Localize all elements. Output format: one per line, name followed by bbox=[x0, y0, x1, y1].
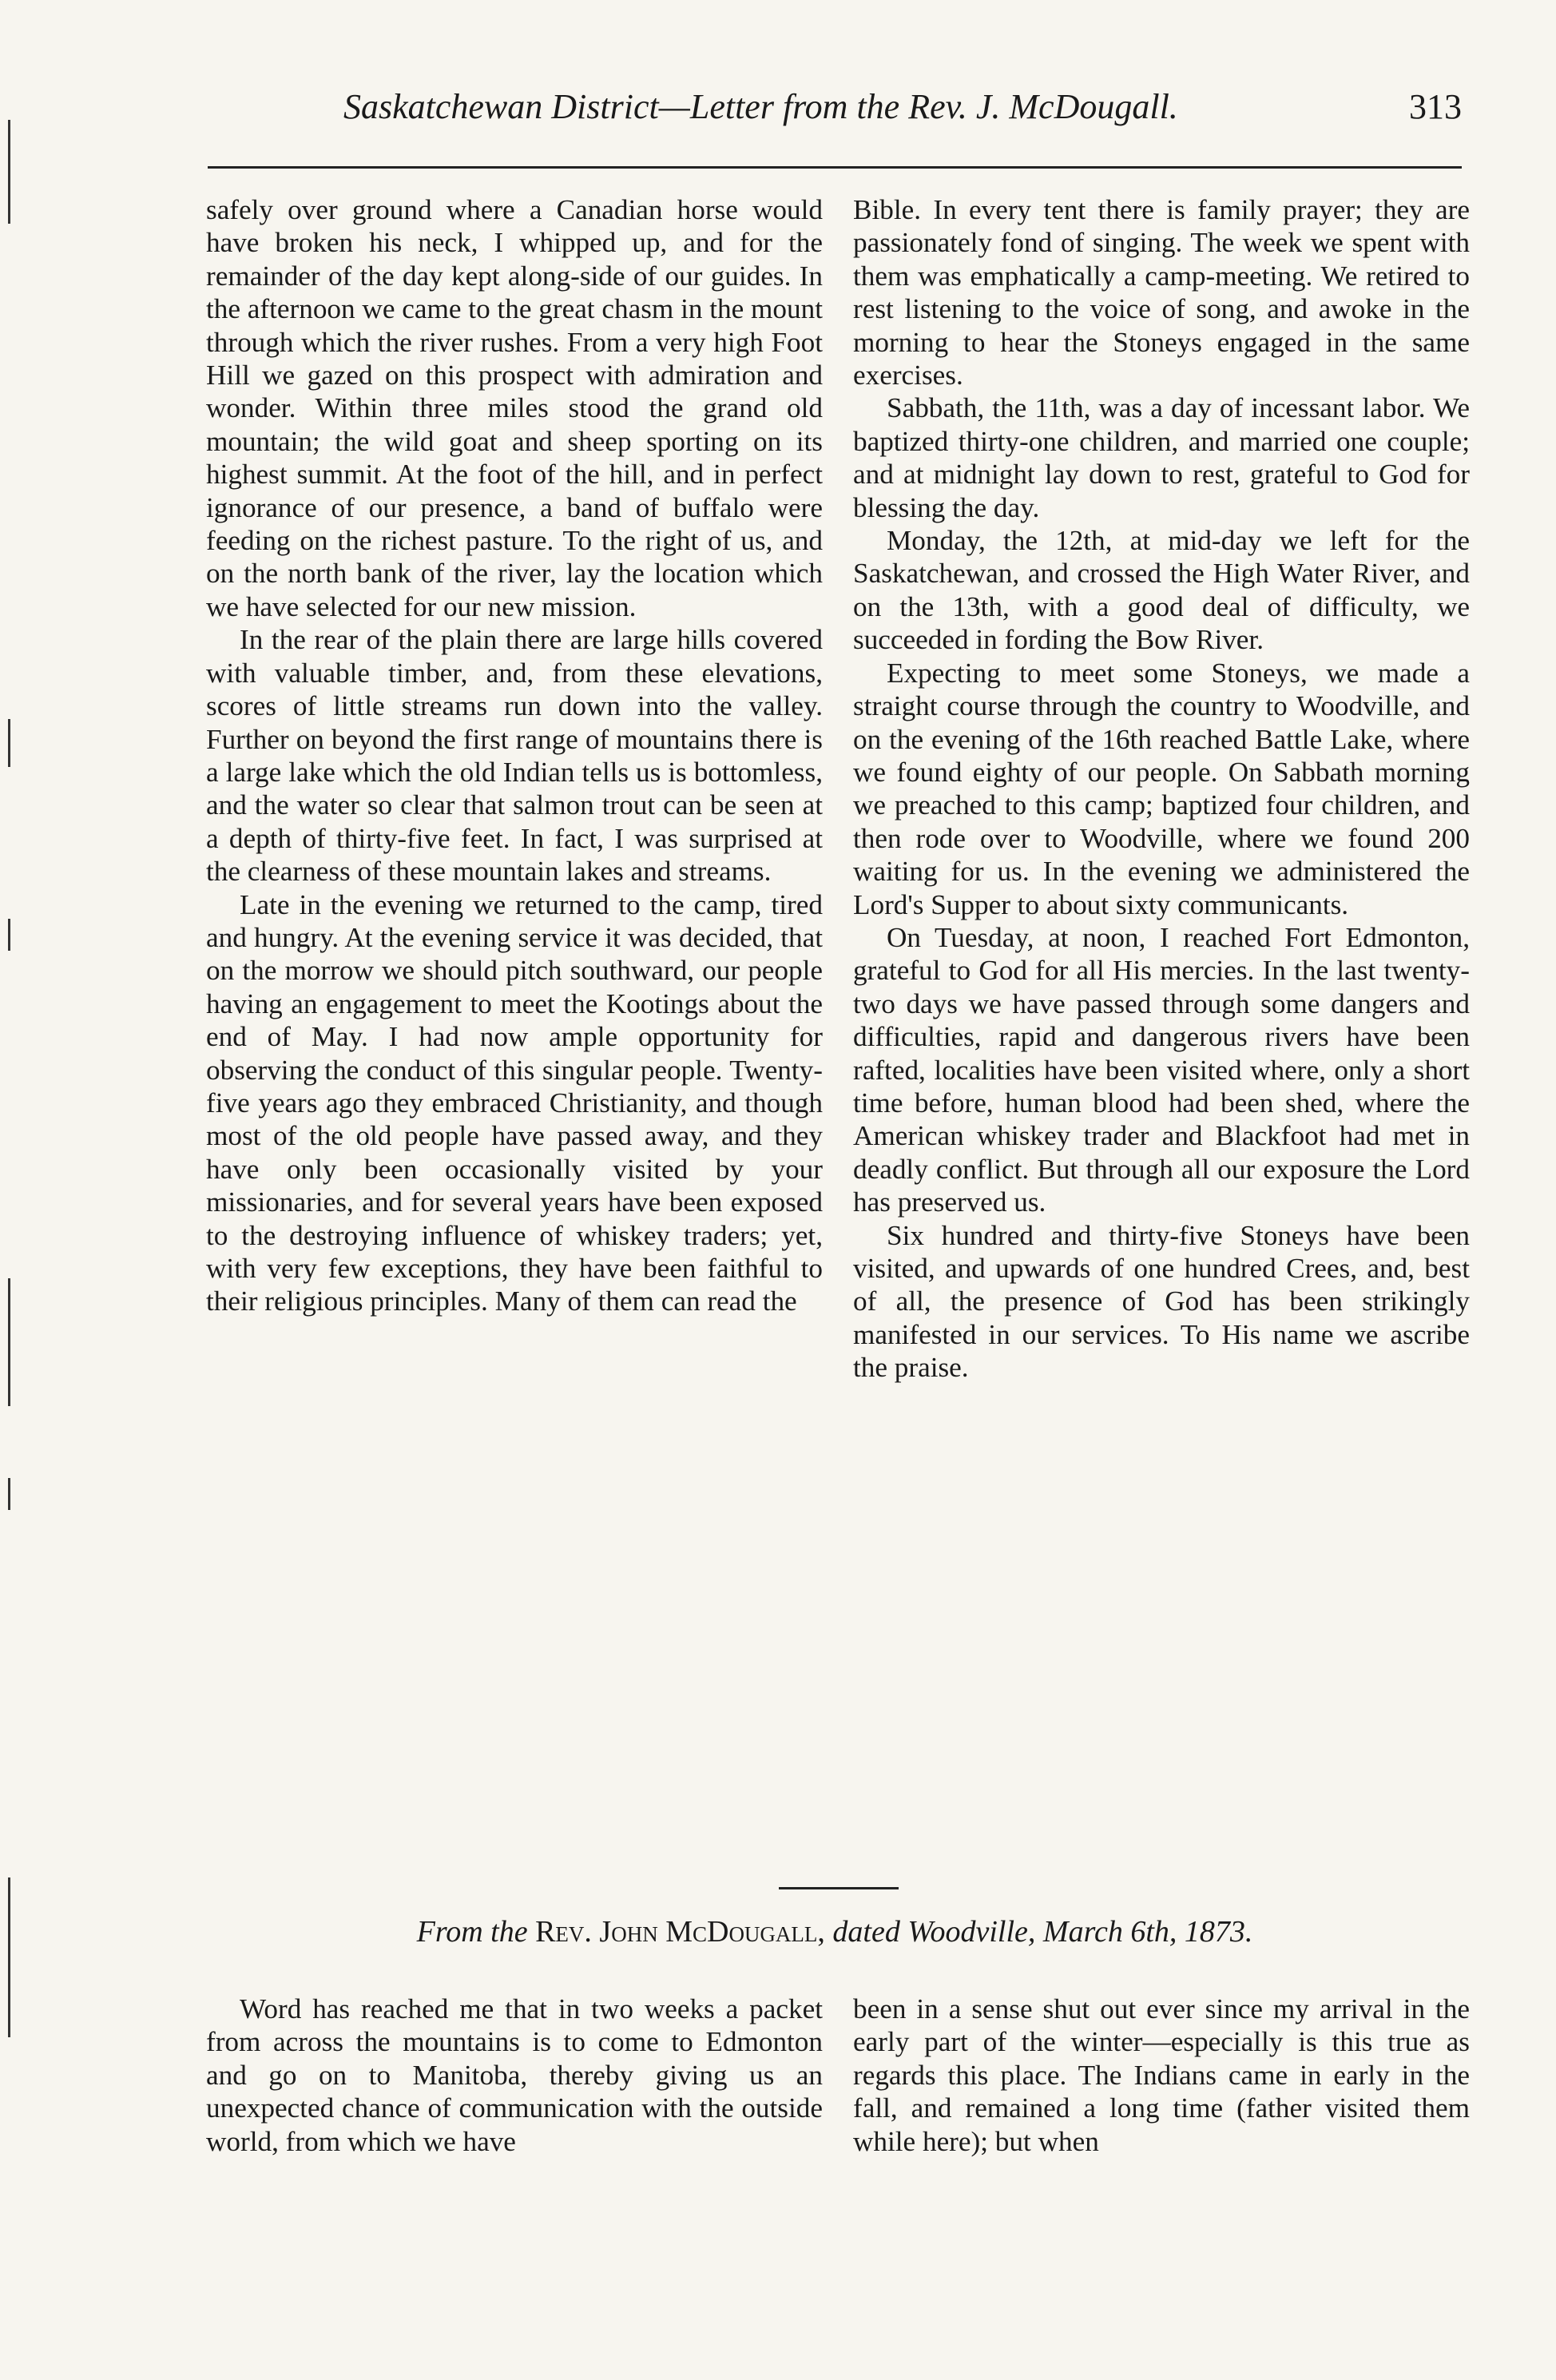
binding-margin bbox=[0, 0, 32, 2380]
letter-dateline bbox=[208, 1914, 1462, 1949]
left-column bbox=[206, 193, 823, 1318]
right-column bbox=[853, 193, 1470, 1385]
second-letter-right-column bbox=[853, 1993, 1470, 2158]
paragraph: Bible. In every tent there is family prayer; they are passionately fond of singing. The week we spent with them was emphatically a camp-meeting. We retired to rest listening to the voice of song, and awoke in the morning to hear the Stoneys engaged in the same exercises. bbox=[853, 194, 1470, 391]
paragraph: Monday, the 12th, at mid-day we left for the Saskatchewan, and crossed the High Water River, and on the 13th, with a good deal of difficulty, we succeeded in fording the Bow River. bbox=[853, 525, 1470, 656]
paragraph: safely over ground where a Canadian horse would have broken his neck, I whipped up, and for the remainder of the day kept along-side of our guides. In the afternoon we came to the great chasm in the mount through which the river rushes. From a very high Foot Hill we gazed on this prospect with admiration and wonder. Within three miles stood the grand old mountain; the wild goat and sheep sporting on its highest summit. At the foot of the hill, and in perfect ignorance of our presence, a band of buffalo were feeding on the richest pasture. To the right of us, and on the north bank of the river, lay the location which we have selected for our new mission. bbox=[206, 194, 823, 622]
paragraph: Sabbath, the 11th, was a day of incessant labor. We baptized thirty-one children, and married one couple; and at midnight lay down to rest, grateful to God for blessing the day. bbox=[853, 392, 1470, 523]
paragraph: In the rear of the plain there are large hills covered with valuable timber, and, from these elevations, scores of little streams run down into the valley. Further on beyond the first range of mountains there is a large lake which the old Indian tells us is bottomless, and the water so clear that salmon trout can be seen at a depth of thirty-five feet. In fact, I was surprised at the clearness of these mountain lakes and streams. bbox=[206, 624, 823, 888]
running-header bbox=[200, 80, 1462, 136]
paragraph: Word has reached me that in two weeks a packet from across the mountains is to come to Edmonton and go on to Manitoba, thereby giving us an unexpected chance of communication with the outside world, from which we have bbox=[206, 1993, 823, 2157]
paragraph: Expecting to meet some Stoneys, we made a straight course through the country to Woodville, and on the evening of the 16th reached Battle Lake, where we found eighty of our people. On Sabbath morning we preached to this camp; baptized four children, and then rode over to Woodville, where we found 200 waiting for us. In the evening we administered the Lord's Supper to about sixty communicants. bbox=[853, 657, 1470, 920]
dateline-name: Rev. John McDougall, bbox=[535, 1915, 825, 1949]
second-letter-left-column bbox=[206, 1993, 823, 2158]
paragraph: Six hundred and thirty-five Stoneys have been visited, and upwards of one hundred Crees, and, best of all, the presence of God has been strikingly manifested in our services. To His name we ascribe the praise. bbox=[853, 1219, 1470, 1384]
paragraph: been in a sense shut out ever since my arrival in the early part of the winter—especially is this true as regards this place. The Indians came in early in the fall, and remained a long time (father visited them while here); but when bbox=[853, 1993, 1470, 2157]
page-number: 313 bbox=[1409, 87, 1462, 126]
paragraph: Late in the evening we returned to the camp, tired and hungry. At the evening service it was decided, that on the morrow we should pitch southward, our people having an engagement to meet the Kootings about the end of May. I had now ample opportunity for observing the conduct of this singular people. Twenty-five years ago they embraced Christianity, and though most of the old people have passed away, and they have only been occasionally visited by your missionaries, and for several years have been exposed to the destroying influence of whiskey traders; yet, with very few exceptions, they have been faithful to their religious principles. Many of them can read the bbox=[206, 888, 823, 1317]
dateline-suffix: dated Woodville, March 6th, 1873. bbox=[824, 1915, 1253, 1949]
section-divider bbox=[779, 1887, 899, 1889]
dateline-prefix: From the bbox=[416, 1915, 536, 1949]
header-rule bbox=[208, 166, 1462, 169]
paragraph: On Tuesday, at noon, I reached Fort Edmonton, grateful to God for all His mercies. In the last twenty-two days we have passed through some dangers and difficulties, rapid and dangerous rivers have been rafted, localities have been visited where, only a short time before, human blood had been shed, where the American whiskey trader and Blackfoot had met in deadly conflict. But through all our exposure the Lord has preserved us. bbox=[853, 921, 1470, 1218]
running-title: Saskatchewan District—Letter from the Rev. J. McDougall. bbox=[343, 87, 1178, 126]
